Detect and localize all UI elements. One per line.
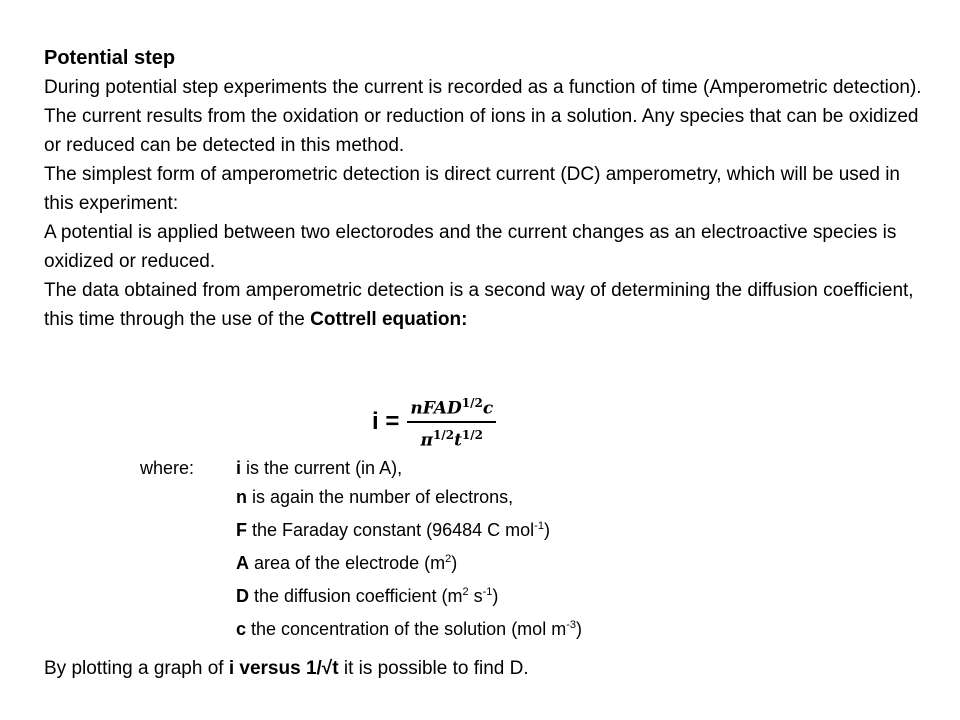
plot-instruction: i versus 1/√t [228,658,339,679]
cottrell-equation-label: Cottrell equation: [310,309,468,330]
slide-title: Potential step [44,47,176,69]
where-label: where: [140,458,195,478]
paragraph-text: The data obtained from amperometric detection is a second way of determining the diffusion coefficient, this time through the use of the [44,280,914,330]
equation-numerator: nFAD$^{1/2}$c [410,396,494,419]
paragraph [44,276,924,334]
equation-fraction [407,391,496,452]
definition-F: F the Faraday constant (96484 C mol$^{-1}$) [236,520,550,540]
cottrell-equation [372,392,496,452]
definition-list [236,454,582,644]
conclusion-text: By plotting a graph of i versus 1/√t it is possible to find D. [44,658,529,679]
equation-denominator: $\pi^{1/2}t^{1/2}$ [420,428,484,451]
paragraph: During potential step experiments the current is recorded as a function of time (Amperometric detection). The current results from the oxidation or reduction of ions in a solution. Any species that can be oxidized or reduced can be detected in this method. [44,77,922,156]
definition-i: i is the current (in A), [236,458,403,478]
equation-lhs: i = [372,408,400,435]
paragraph: The simplest form of amperometric detection is direct current (DC) amperometry, which will be used in this experiment: [44,164,900,214]
definition-n: n is again the number of electrons, [236,487,514,507]
definition-c: c the concentration of the solution (mol $m^{-3}$) [236,619,582,639]
paragraph: A potential is applied between two electorodes and the current changes as an electroactive species is oxidized or reduced. [44,222,897,272]
definition-D: D the diffusion coefficient ($m^2$ $s^{-1}$) [236,586,499,606]
definition-A: A area of the electrode $(m^2)$ [236,553,458,573]
body-text [44,73,924,334]
